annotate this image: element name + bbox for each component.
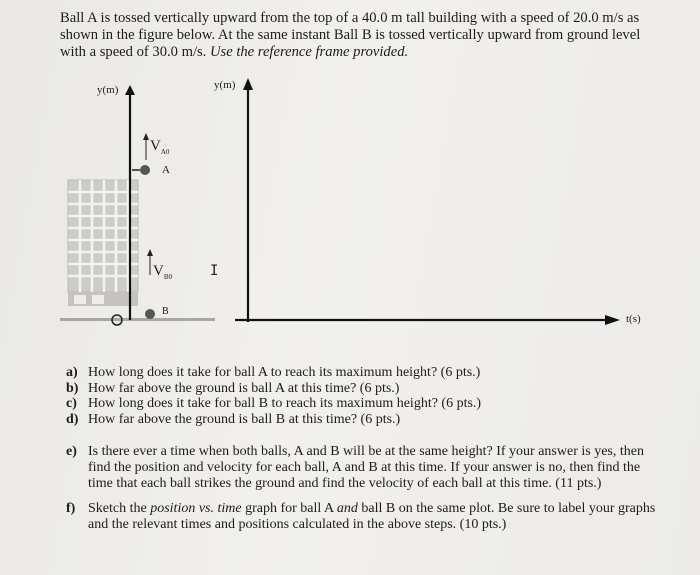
text-cursor-icon: I — [210, 263, 219, 279]
time-arrowhead — [605, 315, 620, 325]
question-b: b) How far above the ground is ball A at this time? (6 pts.) — [66, 380, 400, 396]
right-y-arrowhead — [243, 78, 253, 90]
ball-b — [145, 309, 155, 319]
va0-arrowhead — [143, 133, 149, 140]
building — [68, 180, 138, 306]
intro-line-3: with a speed of 30.0 m/s. — [60, 44, 210, 60]
question-e: e) Is there ever a time when both balls, A and B will be at the same height? If your answer is yes, then find the position and velocity for each ball, A and B at this time. If your answer is no, then find the time that each ball strikes the ground and find the velocity of each ball at this time. (11 pts.) — [66, 444, 644, 491]
left-y-axis-label: y(m) — [97, 84, 119, 96]
left-y-arrowhead — [125, 85, 135, 95]
ground-line — [60, 318, 215, 321]
question-f: f) Sketch the position vs. time graph for ball A and ball B on the same plot. Be sure to label your graphs and the relevant times and positions calculated in the above steps. (10 pts.) — [66, 501, 656, 532]
intro-line-1: Ball A is tossed vertically upward from the top of a 40.0 m tall building with a speed of 20.0 m/s as — [60, 10, 640, 26]
ball-a — [140, 165, 150, 175]
right-y-axis-label: y(m) — [214, 79, 236, 91]
question-list — [66, 365, 666, 532]
question-d: d) How far above the ground is ball B at this time? (6 pts.) — [66, 411, 401, 427]
ball-a-label: A — [162, 164, 170, 176]
time-axis-label: t(s) — [626, 313, 641, 325]
ball-b-label: B — [162, 306, 169, 317]
question-a: a) How long does it take for ball A to reach its maximum height? (6 pts.) — [66, 365, 481, 380]
intro-line-2: shown in the figure below. At the same instant Ball B is tossed vertically upward from ground level — [60, 27, 641, 43]
intro-line-3-italic: Use the reference frame provided. — [209, 44, 409, 60]
question-c: c) How long does it take for ball B to reach its maximum height? (6 pts.) — [66, 396, 482, 412]
vb0-arrowhead — [147, 249, 153, 256]
vb0-label: $V_{B0}$ — [153, 263, 173, 281]
va0-label: $V_{A0}$ — [150, 138, 170, 156]
